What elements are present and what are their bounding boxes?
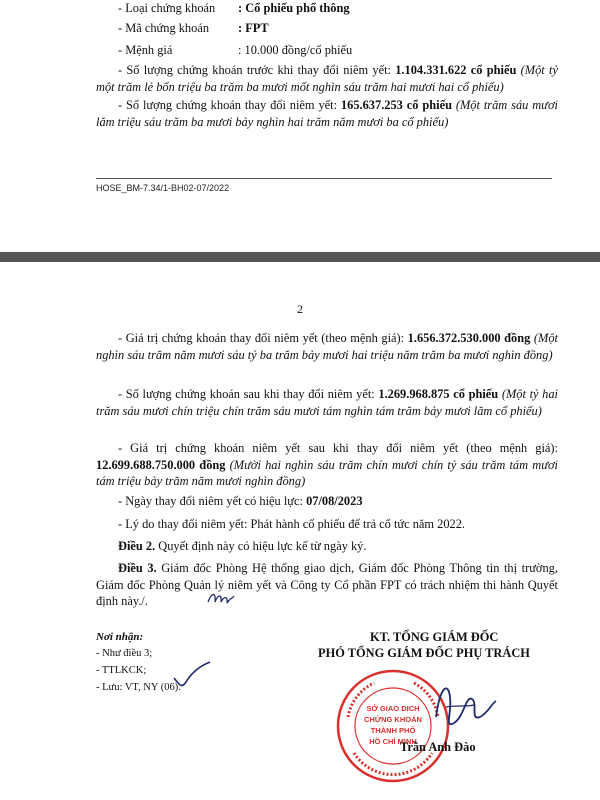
paragraph-value-after: - Giá trị chứng khoán niêm yết sau khi thay đổi niêm yết (theo mệnh giá): 12.699.688.750.000 đồng (Mười hai nghìn sáu trăm chín mươi chín tỷ sáu trăm tám mươi tám triệu bảy trăm năm mươi nghìn đồng) (96, 441, 559, 488)
sign-title-line-2: PHÓ TỔNG GIÁM ĐỐC PHỤ TRÁCH (318, 646, 530, 660)
seal-line: CHỨNG KHOÁN (364, 715, 422, 724)
article-3: Điều 3. Giám đốc Phòng Hệ thống giao dịch, Giám đốc Phòng Thông tin thị trường, Giám đốc Phòng Quản lý niêm yết và Công ty Cổ phần FPT có trách nhiệm thi hành Quyết định này./. (96, 561, 558, 608)
paragraph-shares-change: - Số lượng chứng khoán thay đổi niêm yết: 165.637.253 cổ phiếu (Một trăm sáu mươi lăm triệu sáu trăm ba mươi bảy nghìn hai trăm năm mươi ba cổ phiếu) (96, 98, 558, 129)
row-label: - Mệnh giá (118, 43, 173, 57)
handwritten-tick-mark (172, 660, 212, 690)
seal-line: HỒ CHÍ MINH (369, 737, 417, 746)
signer-name: Trần Anh Đào (400, 740, 476, 754)
page-number: 2 (297, 302, 303, 316)
row-value: : 10.000 đồng/cổ phiếu (238, 43, 353, 57)
recipient-item: - Như điều 3; (96, 648, 153, 659)
handwritten-initial-mark (206, 588, 236, 608)
seal-line: THÀNH PHỐ (370, 726, 416, 735)
handwritten-signature (430, 677, 500, 737)
paragraph-reason: - Lý do thay đổi niêm yết: Phát hành cổ phiếu để trả cổ tức năm 2022. (118, 517, 466, 531)
page-separator (0, 252, 600, 262)
sign-title-line-1: KT. TỔNG GIÁM ĐỐC (370, 630, 499, 644)
recipients-title: Nơi nhận: (96, 631, 144, 643)
seal-line: SỞ GIAO DỊCH (366, 704, 420, 713)
recipient-item: - Lưu: VT, NY (06). (96, 682, 181, 693)
paragraph-effective-date: - Ngày thay đổi niêm yết có hiệu lực: 07/08/2023 (118, 494, 363, 508)
article-2: Điều 2. Quyết định này có hiệu lực kể từ ngày ký. (118, 539, 367, 553)
footer-form-code: HOSE_BM-7.34/1-BH02-07/2022 (96, 183, 230, 193)
row-value: : FPT (238, 21, 269, 35)
row-label: - Mã chứng khoán (118, 21, 210, 35)
paragraph-shares-after: - Số lượng chứng khoán sau khi thay đổi niêm yết: 1.269.968.875 cổ phiếu (Một tỷ hai trăm sáu mươi chín triệu chín trăm sáu mươi tám nghìn tám trăm bảy mươi lăm cổ phiếu) (96, 387, 558, 418)
paragraph-value-change: - Giá trị chứng khoán thay đổi niêm yết (theo mệnh giá): 1.656.372.530.000 đồng (Một nghìn sáu trăm năm mươi sáu tỷ ba trăm bảy mươi hai triệu năm trăm ba mươi nghìn đồng) (96, 331, 558, 362)
recipient-item: - TTLKCK; (96, 665, 147, 676)
document-page-1 (0, 0, 600, 252)
paragraph-shares-before: - Số lượng chứng khoán trước khi thay đổi niêm yết: 1.104.331.622 cổ phiếu (Một tỷ một trăm lẻ bốn triệu ba trăm ba mươi mốt nghìn sáu trăm hai mươi hai cổ phiếu) (96, 63, 558, 94)
row-label: - Loại chứng khoán (118, 1, 216, 15)
row-value: : Cổ phiếu phổ thông (238, 1, 350, 15)
footer-rule (96, 178, 552, 179)
document-page-2 (0, 262, 600, 800)
